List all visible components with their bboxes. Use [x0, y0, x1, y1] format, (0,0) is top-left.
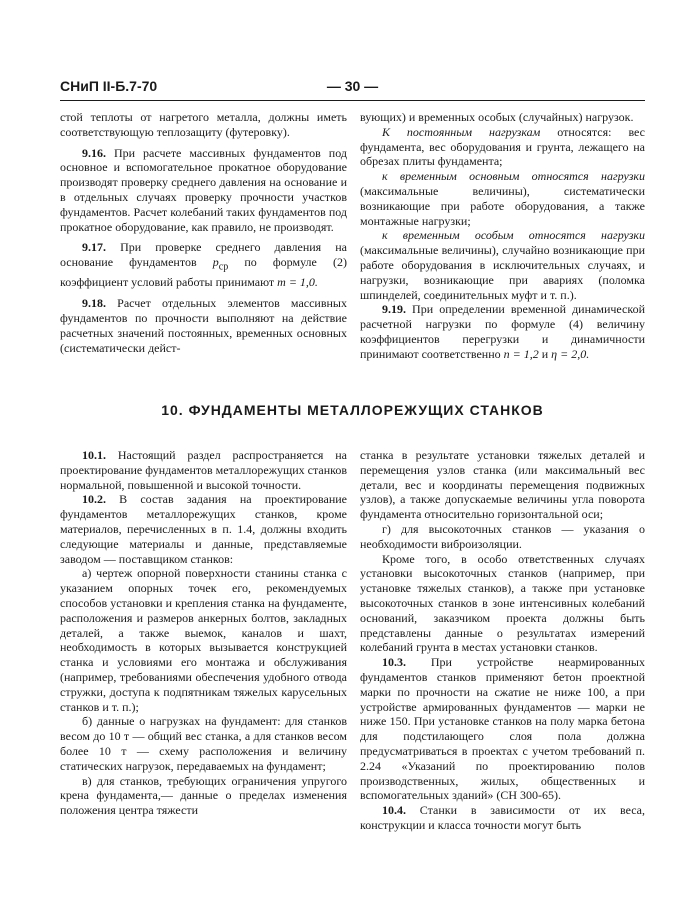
- left-column-top: [60, 110, 347, 355]
- list-item-b: б) данные о нагрузках на фундамент: для станков весом до 10 т — общий вес станка, а для станков весом более 10 т — схему расположения и величину статических нагрузок, передаваемых на фундамент;: [60, 714, 347, 773]
- paragraph-text: (максимальные величины), случайно возникающие при работе оборудования в исключительных случаях, и нагрузки, возникающие при авариях (поломка шпинделей, соединительных муфт и т. п.).: [360, 243, 645, 302]
- temporary-main-loads-paragraph: [360, 169, 645, 228]
- pressure-subscript: ср: [218, 261, 229, 273]
- paragraph-text: (максимальные величины), систематически возникающие при работе оборудования, а также монтажные нагрузки;: [360, 183, 645, 228]
- term-italic: к временным особым относятся нагрузки: [382, 228, 645, 243]
- temporary-special-loads-paragraph: [360, 228, 645, 302]
- document-code: СНиП II-Б.7-70: [60, 78, 158, 94]
- clause-number: 9.18.: [82, 296, 106, 311]
- clause-text: При устройстве неармированных фундаментов станков применяют бетон проектной марки по прочности на сжатие не ниже 100, а при устройстве армированных фундаментов — марки не ниже 150. При установке станков на полу марка бетона для подстилающего слоя пола должна предусматриваться в проектах с учетом требований п. 2.24 «Указаний по проектированию полов производственных, жилых, общественных и вспомогательных зданий» (СН 300-65).: [360, 655, 645, 803]
- clause-9-19: [360, 302, 645, 361]
- term-italic: К постоянным нагрузкам: [382, 124, 541, 139]
- clause-number: 9.17.: [82, 240, 106, 255]
- clause-9-16: [60, 146, 347, 235]
- clause-text: Расчет отдельных элементов массивных фундаментов по прочности выполняют на действие расчетных значений постоянных, временных основных (систематически дейст-: [60, 296, 347, 355]
- dynamic-coefficient: η = 2,0.: [551, 346, 590, 361]
- conjunction: и: [538, 346, 552, 361]
- clause-10-3: [360, 655, 645, 803]
- clause-number: 10.4.: [382, 803, 406, 818]
- clause-number: 10.2.: [82, 492, 106, 507]
- right-column-top: [360, 110, 645, 362]
- clause-number: 10.1.: [82, 448, 106, 462]
- constant-loads-paragraph: [360, 125, 645, 169]
- clause-10-2: [60, 492, 347, 566]
- list-item-a: а) чертеж опорной поверхности станины станка с указанием опорных точек его, рекомендуемых способов установки и крепления станка на фундаменте, расположения и размеров анкерных болтов, закладных деталей, а также выемок, каналов и шахт, необходимость в которых вызывается конструкцией станка и условиями его монтажа и обслуживания (например, требованиями обеспечения удобного отвода стружки, доступа к подпятникам тяжелых карусельных станков и т. п.);: [60, 566, 347, 714]
- paragraph-text: относятся: вес фундамента, вес оборудования и грунта, лежащего на обрезах плиты фундамента;: [360, 124, 645, 169]
- page-number: — 30 —: [326, 78, 379, 94]
- clause-number: 10.3.: [382, 655, 406, 670]
- additional-requirements-paragraph: Кроме того, в особо ответственных случаях установки высокоточных станков (например, при установке тяжелых станков), а также при установке высокоточных станков в зоне интенсивных колебаний оснований, заказчиком проекта должны быть представлены данные о результатах измерений колебаний грунта в местах установки станков.: [360, 551, 645, 655]
- page-header: [60, 76, 645, 101]
- pressure-symbol: p: [212, 255, 219, 270]
- section-heading: 10. ФУНДАМЕНТЫ МЕТАЛЛОРЕЖУЩИХ СТАНКОВ: [161, 402, 544, 418]
- left-column-bottom: [60, 448, 347, 818]
- clause-number: 9.16.: [82, 145, 106, 160]
- clause-number: 9.19.: [382, 302, 406, 317]
- clause-text: При расчете массивных фундаментов под основное и вспомогательное прокатное оборудование производят проверку среднего давления на основание и в отдельных случаях проверку прочности участков фундаментов. Расчет колебаний таких фундаментов под прокатное оборудование, как правило, не производят.: [60, 145, 347, 234]
- continuation-paragraph: вующих) и временных особых (случайных) нагрузок.: [360, 110, 634, 124]
- list-item-v: в) для станков, требующих ограничения упругого крена фундамента,— данные о пределах изменения положения центра тяжести: [60, 773, 347, 818]
- right-column-bottom: [360, 448, 645, 833]
- list-item-g: г) для высокоточных станков — указания о необходимости виброизоляции.: [360, 521, 645, 551]
- coefficient-value: m = 1,0.: [277, 275, 318, 290]
- clause-text: При определении временной динамической расчетной нагрузки по формуле (4) величину коэффициентов перегрузки и динамичности принимают соответственно: [360, 302, 645, 361]
- clause-text-cont: по формуле (2) коэффициент условий работы принимают: [60, 255, 347, 290]
- clause-9-18: [60, 296, 347, 355]
- term-italic: к временным основным относятся нагрузки: [382, 169, 645, 184]
- clause-10-4: [360, 803, 645, 833]
- clause-text: При проверке среднего давления на основание фундаментов: [60, 240, 347, 270]
- clause-text: Настоящий раздел распространяется на проектирование фундаментов металлорежущих станков нормальной, повышенной и высокой точности.: [60, 448, 348, 492]
- clause-9-17: [60, 240, 347, 290]
- clause-10-1: [60, 448, 347, 492]
- continuation-paragraph: станка в результате установки тяжелых деталей и перемещения узлов станка (или максимальный вес детали, вес и координаты перемещения подвижных узлов), а также допускаемые величины угла поворота фундамента относительно горизонтальной оси;: [360, 448, 645, 522]
- clause-text: Станки в зависимости от их веса, конструкции и класса точности могут быть: [360, 803, 645, 832]
- clause-text: В состав задания на проектирование фундаментов металлорежущих станков, кроме материалов, перечисленных в п. 1.4, должны входить следующие материалы и данные, представляемые заводом — поставщиком станков:: [60, 492, 347, 566]
- continuation-paragraph: стой теплоты от нагретого металла, должны иметь соответствующую теплозащиту (футеровку).: [60, 110, 347, 139]
- overload-coefficient: n = 1,2: [503, 346, 539, 361]
